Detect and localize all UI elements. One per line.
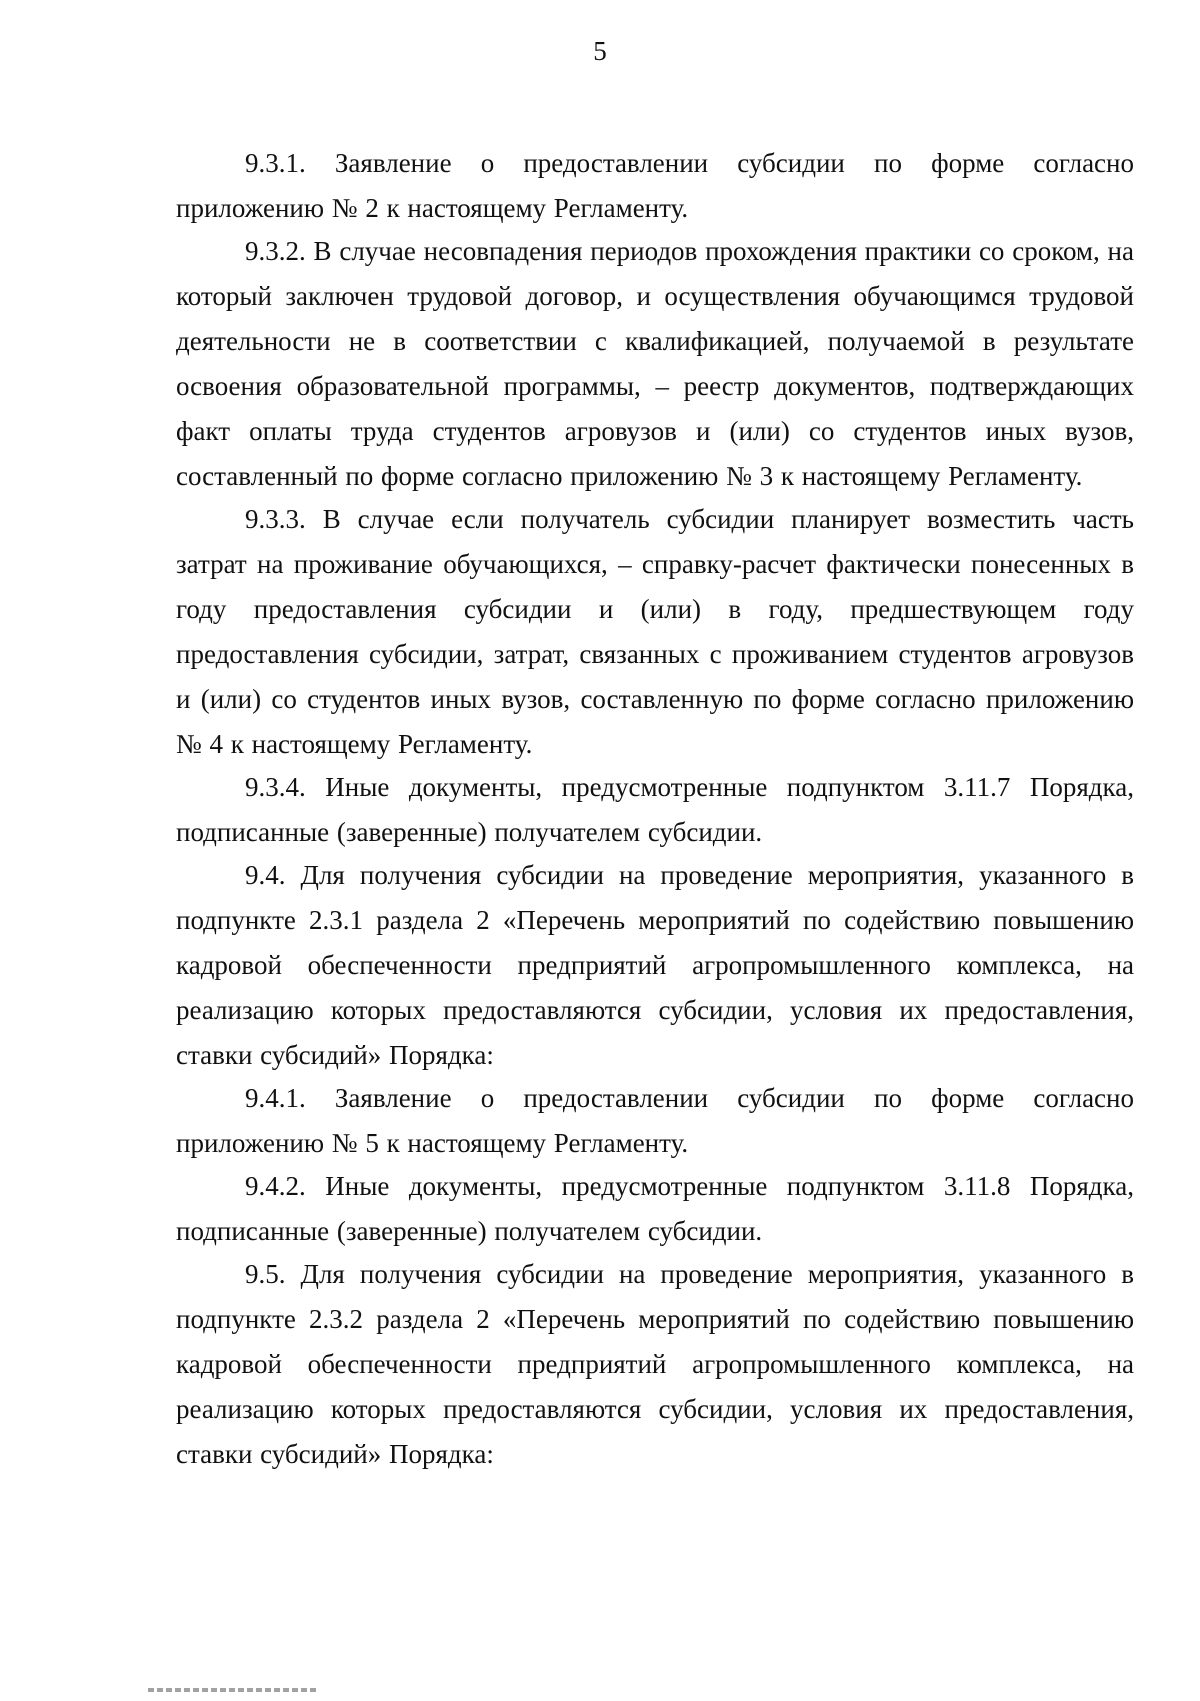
paragraph-9-3-4: 9.3.4. Иные документы, предусмотренные подпунктом 3.11.7 Порядка, подписанные (заверенные) получателем субсидии. bbox=[176, 772, 1134, 847]
paragraph-9-4-2: 9.4.2. Иные документы, предусмотренные подпунктом 3.11.8 Порядка, подписанные (заверенные) получателем субсидии. bbox=[176, 1171, 1134, 1246]
scan-edge-mark bbox=[148, 1688, 318, 1692]
paragraph-9-3-2: 9.3.2. В случае несовпадения периодов прохождения практики со сроком, на который заключен трудовой договор, и осуществления обучающимся трудовой деятельности не в соответствии с квалификацией, получаемой в результате освоения образовательной программы, – реестр документов, подтверждающих факт оплаты труда студентов агровузов и (или) со студентов иных вузов, составленный по форме согласно приложению № 3 к настоящему Регламенту. bbox=[176, 236, 1134, 491]
paragraph-9-3-3: 9.3.3. В случае если получатель субсидии планирует возместить часть затрат на проживание обучающихся, – справку-расчет фактически понесенных в году предоставления субсидии и (или) в году, предшествующем году предоставления субсидии, затрат, связанных с проживанием студентов агровузов и (или) со студентов иных вузов, составленную по форме согласно приложению № 4 к настоящему Регламенту. bbox=[176, 504, 1134, 759]
paragraph-9-3-1: 9.3.1. Заявление о предоставлении субсидии по форме согласно приложению № 2 к настоящему Регламенту. bbox=[176, 148, 1134, 223]
paragraph-9-4-1: 9.4.1. Заявление о предоставлении субсидии по форме согласно приложению № 5 к настоящему Регламенту. bbox=[176, 1083, 1134, 1158]
paragraph-9-5: 9.5. Для получения субсидии на проведение мероприятия, указанного в подпункте 2.3.2 раздела 2 «Перечень мероприятий по содействию повышению кадровой обеспеченности предприятий агропромышленного комплекса, на реализацию которых предоставляются субсидии, условия их предоставления, ставки субсидий» Порядка: bbox=[176, 1259, 1134, 1469]
paragraph-9-4: 9.4. Для получения субсидии на проведение мероприятия, указанного в подпункте 2.3.1 раздела 2 «Перечень мероприятий по содействию повышению кадровой обеспеченности предприятий агропромышленного комплекса, на реализацию которых предоставляются субсидии, условия их предоставления, ставки субсидий» Порядка: bbox=[176, 860, 1134, 1070]
document-body bbox=[176, 141, 1134, 1477]
page-number: 5 bbox=[593, 36, 607, 66]
